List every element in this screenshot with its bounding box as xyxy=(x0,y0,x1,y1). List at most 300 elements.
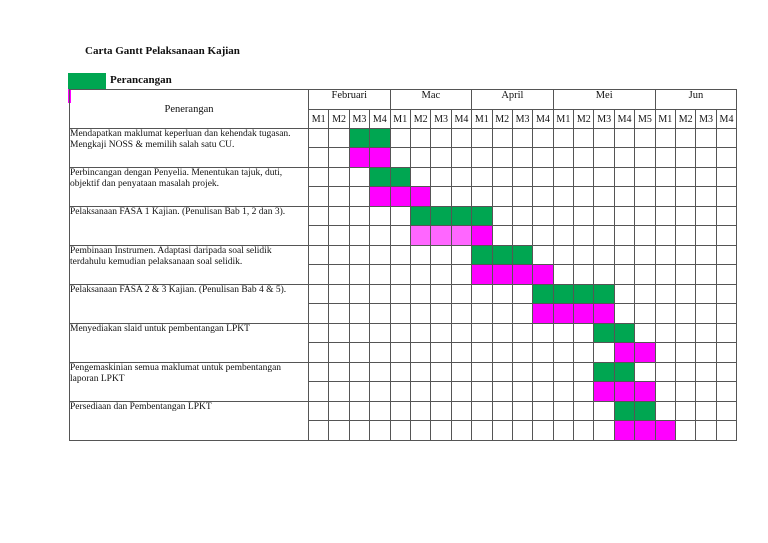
empty-cell xyxy=(696,246,716,265)
empty-cell xyxy=(655,402,675,421)
empty-cell xyxy=(635,187,655,207)
empty-cell xyxy=(676,226,696,246)
empty-cell xyxy=(614,226,634,246)
empty-cell xyxy=(676,207,696,226)
empty-cell xyxy=(655,382,675,402)
empty-cell xyxy=(451,402,471,421)
plan-bar-cell xyxy=(451,207,471,226)
empty-cell xyxy=(472,382,492,402)
empty-cell xyxy=(370,246,390,265)
week-header: M2 xyxy=(676,110,696,129)
empty-cell xyxy=(696,421,716,441)
empty-cell xyxy=(635,304,655,324)
empty-cell xyxy=(676,382,696,402)
page-title: Carta Gantt Pelaksanaan Kajian xyxy=(85,45,240,57)
week-header: M2 xyxy=(410,110,430,129)
empty-cell xyxy=(676,265,696,285)
empty-cell xyxy=(492,148,512,168)
empty-cell xyxy=(329,304,349,324)
plan-bar-cell xyxy=(472,207,492,226)
empty-cell xyxy=(309,343,329,363)
empty-cell xyxy=(309,265,329,285)
empty-cell xyxy=(553,148,573,168)
empty-cell xyxy=(492,285,512,304)
actual-bar-cell xyxy=(574,304,594,324)
empty-cell xyxy=(512,187,532,207)
plan-bar-cell xyxy=(614,363,634,382)
empty-cell xyxy=(410,402,430,421)
empty-cell xyxy=(594,148,614,168)
empty-cell xyxy=(492,324,512,343)
empty-cell xyxy=(329,421,349,441)
empty-cell xyxy=(349,324,369,343)
empty-cell xyxy=(533,129,553,148)
empty-cell xyxy=(390,265,410,285)
empty-cell xyxy=(716,207,736,226)
empty-cell xyxy=(696,285,716,304)
empty-cell xyxy=(309,382,329,402)
empty-cell xyxy=(309,304,329,324)
empty-cell xyxy=(655,246,675,265)
empty-cell xyxy=(329,285,349,304)
task-plan-row xyxy=(70,246,737,265)
week-header: M2 xyxy=(492,110,512,129)
week-header: M3 xyxy=(696,110,716,129)
empty-cell xyxy=(451,129,471,148)
empty-cell xyxy=(329,246,349,265)
month-header: April xyxy=(472,90,554,110)
empty-cell xyxy=(329,265,349,285)
actual-bar-cell xyxy=(614,343,634,363)
empty-cell xyxy=(390,382,410,402)
empty-cell xyxy=(533,402,553,421)
empty-cell xyxy=(553,402,573,421)
empty-cell xyxy=(696,187,716,207)
empty-cell xyxy=(574,148,594,168)
task-description: Pelaksanaan FASA 1 Kajian. (Penulisan Bab 1, 2 dan 3). xyxy=(70,207,309,246)
plan-bar-cell xyxy=(410,207,430,226)
empty-cell xyxy=(574,324,594,343)
week-header: M2 xyxy=(329,110,349,129)
empty-cell xyxy=(451,285,471,304)
empty-cell xyxy=(329,363,349,382)
empty-cell xyxy=(492,168,512,187)
empty-cell xyxy=(410,304,430,324)
empty-cell xyxy=(574,382,594,402)
empty-cell xyxy=(533,382,553,402)
task-description: Pembinaan Instrumen. Adaptasi daripada soal selidik terdahulu kemudian pelaksanaan soal selidik. xyxy=(70,246,309,285)
empty-cell xyxy=(492,304,512,324)
task-plan-row xyxy=(70,285,737,304)
empty-cell xyxy=(370,402,390,421)
empty-cell xyxy=(451,304,471,324)
plan-bar-cell xyxy=(594,324,614,343)
empty-cell xyxy=(696,324,716,343)
empty-cell xyxy=(390,226,410,246)
empty-cell xyxy=(309,148,329,168)
empty-cell xyxy=(329,226,349,246)
empty-cell xyxy=(390,148,410,168)
empty-cell xyxy=(512,363,532,382)
empty-cell xyxy=(533,246,553,265)
empty-cell xyxy=(390,343,410,363)
empty-cell xyxy=(716,246,736,265)
plan-bar-cell xyxy=(370,129,390,148)
empty-cell xyxy=(472,148,492,168)
empty-cell xyxy=(349,226,369,246)
empty-cell xyxy=(716,129,736,148)
empty-cell xyxy=(553,168,573,187)
plan-bar-cell xyxy=(390,168,410,187)
empty-cell xyxy=(451,246,471,265)
actual-bar-cell xyxy=(451,226,471,246)
empty-cell xyxy=(410,148,430,168)
empty-cell xyxy=(451,187,471,207)
gantt-table xyxy=(69,89,737,441)
actual-bar-cell xyxy=(614,382,634,402)
empty-cell xyxy=(655,324,675,343)
empty-cell xyxy=(553,129,573,148)
empty-cell xyxy=(614,168,634,187)
empty-cell xyxy=(676,285,696,304)
empty-cell xyxy=(533,168,553,187)
empty-cell xyxy=(553,265,573,285)
plan-bar-cell xyxy=(533,285,553,304)
month-header: Jun xyxy=(655,90,737,110)
empty-cell xyxy=(410,382,430,402)
empty-cell xyxy=(309,285,329,304)
empty-cell xyxy=(451,421,471,441)
plan-bar-cell xyxy=(594,285,614,304)
empty-cell xyxy=(574,363,594,382)
task-description: Menyediakan slaid untuk pembentangan LPKT xyxy=(70,324,309,363)
empty-cell xyxy=(716,402,736,421)
empty-cell xyxy=(635,129,655,148)
actual-bar-cell xyxy=(635,343,655,363)
actual-bar-cell xyxy=(370,148,390,168)
empty-cell xyxy=(574,343,594,363)
empty-cell xyxy=(655,304,675,324)
empty-cell xyxy=(716,187,736,207)
legend-plan-swatch xyxy=(68,73,106,89)
week-header: M3 xyxy=(512,110,532,129)
plan-bar-cell xyxy=(553,285,573,304)
empty-cell xyxy=(533,207,553,226)
empty-cell xyxy=(676,402,696,421)
empty-cell xyxy=(512,226,532,246)
empty-cell xyxy=(329,324,349,343)
empty-cell xyxy=(533,226,553,246)
empty-cell xyxy=(472,304,492,324)
plan-bar-cell xyxy=(574,285,594,304)
empty-cell xyxy=(329,207,349,226)
empty-cell xyxy=(574,207,594,226)
empty-cell xyxy=(431,382,451,402)
empty-cell xyxy=(594,168,614,187)
empty-cell xyxy=(472,343,492,363)
week-header: M4 xyxy=(716,110,736,129)
empty-cell xyxy=(594,187,614,207)
empty-cell xyxy=(492,129,512,148)
empty-cell xyxy=(431,148,451,168)
empty-cell xyxy=(635,207,655,226)
empty-cell xyxy=(574,265,594,285)
week-header: M1 xyxy=(390,110,410,129)
empty-cell xyxy=(431,168,451,187)
empty-cell xyxy=(553,187,573,207)
empty-cell xyxy=(716,148,736,168)
empty-cell xyxy=(329,382,349,402)
empty-cell xyxy=(716,343,736,363)
empty-cell xyxy=(553,343,573,363)
task-plan-row xyxy=(70,129,737,148)
empty-cell xyxy=(716,226,736,246)
empty-cell xyxy=(676,246,696,265)
empty-cell xyxy=(574,246,594,265)
empty-cell xyxy=(309,226,329,246)
empty-cell xyxy=(512,421,532,441)
empty-cell xyxy=(512,285,532,304)
empty-cell xyxy=(574,187,594,207)
empty-cell xyxy=(635,324,655,343)
empty-cell xyxy=(431,363,451,382)
actual-bar-cell xyxy=(553,304,573,324)
empty-cell xyxy=(370,285,390,304)
plan-bar-cell xyxy=(594,363,614,382)
task-description: Pengemaskinian semua maklumat untuk pembentangan laporan LPKT xyxy=(70,363,309,402)
empty-cell xyxy=(309,207,329,226)
empty-cell xyxy=(349,304,369,324)
empty-cell xyxy=(390,402,410,421)
empty-cell xyxy=(594,421,614,441)
empty-cell xyxy=(390,285,410,304)
empty-cell xyxy=(676,187,696,207)
month-header-row xyxy=(70,90,737,110)
empty-cell xyxy=(472,421,492,441)
empty-cell xyxy=(574,402,594,421)
empty-cell xyxy=(390,363,410,382)
plan-bar-cell xyxy=(614,402,634,421)
empty-cell xyxy=(349,363,369,382)
empty-cell xyxy=(676,129,696,148)
actual-bar-cell xyxy=(512,265,532,285)
empty-cell xyxy=(716,382,736,402)
empty-cell xyxy=(716,324,736,343)
empty-cell xyxy=(410,265,430,285)
empty-cell xyxy=(553,246,573,265)
empty-cell xyxy=(594,402,614,421)
month-header: Mei xyxy=(553,90,655,110)
empty-cell xyxy=(655,207,675,226)
empty-cell xyxy=(492,363,512,382)
plan-bar-cell xyxy=(472,246,492,265)
empty-cell xyxy=(410,129,430,148)
empty-cell xyxy=(553,226,573,246)
empty-cell xyxy=(614,148,634,168)
empty-cell xyxy=(390,129,410,148)
actual-bar-cell xyxy=(390,187,410,207)
task-description: Persediaan dan Pembentangan LPKT xyxy=(70,402,309,441)
empty-cell xyxy=(431,246,451,265)
task-description: Mendapatkan maklumat keperluan dan kehendak tugasan. Mengkaji NOSS & memilih salah satu CU. xyxy=(70,129,309,168)
empty-cell xyxy=(329,343,349,363)
empty-cell xyxy=(676,148,696,168)
empty-cell xyxy=(329,187,349,207)
week-header: M4 xyxy=(451,110,471,129)
empty-cell xyxy=(370,382,390,402)
empty-cell xyxy=(431,304,451,324)
empty-cell xyxy=(512,168,532,187)
empty-cell xyxy=(716,304,736,324)
empty-cell xyxy=(696,343,716,363)
empty-cell xyxy=(716,421,736,441)
empty-cell xyxy=(349,421,369,441)
description-header: Penerangan xyxy=(70,90,309,129)
empty-cell xyxy=(349,285,369,304)
empty-cell xyxy=(696,168,716,187)
empty-cell xyxy=(390,246,410,265)
empty-cell xyxy=(512,207,532,226)
actual-bar-cell xyxy=(614,421,634,441)
empty-cell xyxy=(410,343,430,363)
empty-cell xyxy=(431,187,451,207)
empty-cell xyxy=(614,207,634,226)
empty-cell xyxy=(716,285,736,304)
empty-cell xyxy=(492,207,512,226)
plan-bar-cell xyxy=(492,246,512,265)
empty-cell xyxy=(309,187,329,207)
week-header: M1 xyxy=(309,110,329,129)
empty-cell xyxy=(329,129,349,148)
actual-bar-cell xyxy=(594,304,614,324)
week-header: M4 xyxy=(370,110,390,129)
month-header: Mac xyxy=(390,90,472,110)
empty-cell xyxy=(451,265,471,285)
empty-cell xyxy=(614,304,634,324)
plan-bar-cell xyxy=(370,168,390,187)
empty-cell xyxy=(594,207,614,226)
empty-cell xyxy=(349,207,369,226)
empty-cell xyxy=(696,402,716,421)
empty-cell xyxy=(349,343,369,363)
actual-bar-cell xyxy=(533,304,553,324)
empty-cell xyxy=(696,207,716,226)
empty-cell xyxy=(431,265,451,285)
empty-cell xyxy=(512,402,532,421)
empty-cell xyxy=(410,421,430,441)
empty-cell xyxy=(472,324,492,343)
week-header: M3 xyxy=(431,110,451,129)
empty-cell xyxy=(512,129,532,148)
empty-cell xyxy=(309,421,329,441)
empty-cell xyxy=(635,226,655,246)
empty-cell xyxy=(716,265,736,285)
empty-cell xyxy=(676,324,696,343)
empty-cell xyxy=(492,343,512,363)
empty-cell xyxy=(451,324,471,343)
task-plan-row xyxy=(70,207,737,226)
empty-cell xyxy=(553,421,573,441)
empty-cell xyxy=(370,207,390,226)
empty-cell xyxy=(574,168,594,187)
actual-bar-cell xyxy=(472,265,492,285)
empty-cell xyxy=(655,265,675,285)
empty-cell xyxy=(533,421,553,441)
empty-cell xyxy=(655,168,675,187)
empty-cell xyxy=(410,246,430,265)
empty-cell xyxy=(716,363,736,382)
empty-cell xyxy=(410,363,430,382)
empty-cell xyxy=(512,324,532,343)
week-header: M1 xyxy=(553,110,573,129)
plan-bar-cell xyxy=(635,402,655,421)
empty-cell xyxy=(614,129,634,148)
empty-cell xyxy=(696,226,716,246)
empty-cell xyxy=(553,363,573,382)
empty-cell xyxy=(614,285,634,304)
empty-cell xyxy=(370,324,390,343)
empty-cell xyxy=(390,421,410,441)
empty-cell xyxy=(431,129,451,148)
empty-cell xyxy=(635,265,655,285)
actual-bar-cell xyxy=(410,226,430,246)
empty-cell xyxy=(635,285,655,304)
plan-bar-cell xyxy=(349,129,369,148)
empty-cell xyxy=(655,129,675,148)
empty-cell xyxy=(390,324,410,343)
empty-cell xyxy=(472,402,492,421)
week-header: M2 xyxy=(574,110,594,129)
empty-cell xyxy=(696,129,716,148)
empty-cell xyxy=(349,187,369,207)
empty-cell xyxy=(492,187,512,207)
empty-cell xyxy=(370,226,390,246)
legend-plan-label: Perancangan xyxy=(110,74,172,86)
empty-cell xyxy=(472,363,492,382)
actual-bar-cell xyxy=(410,187,430,207)
empty-cell xyxy=(512,382,532,402)
week-header: M1 xyxy=(655,110,675,129)
task-plan-row xyxy=(70,402,737,421)
plan-bar-cell xyxy=(431,207,451,226)
actual-bar-cell xyxy=(533,265,553,285)
empty-cell xyxy=(696,304,716,324)
task-description: Perbincangan dengan Penyelia. Menentukan tajuk, duti, objektif dan penyataan masalah projek. xyxy=(70,168,309,207)
empty-cell xyxy=(472,129,492,148)
empty-cell xyxy=(614,246,634,265)
empty-cell xyxy=(553,382,573,402)
empty-cell xyxy=(451,343,471,363)
empty-cell xyxy=(655,226,675,246)
empty-cell xyxy=(390,207,410,226)
empty-cell xyxy=(716,168,736,187)
empty-cell xyxy=(512,343,532,363)
empty-cell xyxy=(553,207,573,226)
actual-bar-cell xyxy=(370,187,390,207)
empty-cell xyxy=(574,129,594,148)
empty-cell xyxy=(410,168,430,187)
empty-cell xyxy=(635,363,655,382)
task-description: Pelaksanaan FASA 2 & 3 Kajian. (Penulisan Bab 4 & 5). xyxy=(70,285,309,324)
empty-cell xyxy=(553,324,573,343)
actual-bar-cell xyxy=(594,382,614,402)
empty-cell xyxy=(451,148,471,168)
empty-cell xyxy=(451,168,471,187)
empty-cell xyxy=(309,363,329,382)
plan-bar-cell xyxy=(614,324,634,343)
empty-cell xyxy=(614,187,634,207)
empty-cell xyxy=(309,324,329,343)
